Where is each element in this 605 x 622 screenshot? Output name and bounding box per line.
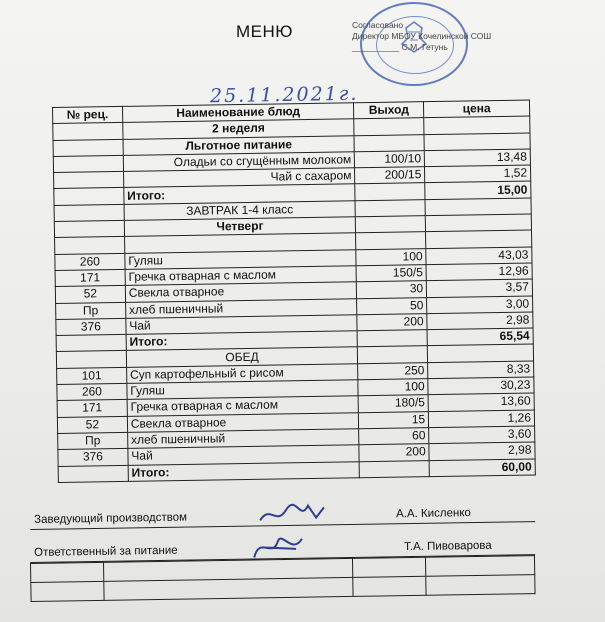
- recipe-number-cell: 171: [55, 269, 125, 286]
- recipe-number-cell: [54, 204, 124, 221]
- price-cell: 3,60: [429, 426, 535, 444]
- output-cell: 50: [357, 297, 427, 314]
- output-cell: 60: [359, 428, 429, 445]
- recipe-number-cell: [55, 237, 125, 254]
- dish-name-cell: Гречка отварная с маслом: [127, 396, 359, 416]
- price-cell: 1,26: [429, 410, 535, 428]
- responsible-name: Т.А. Пивоварова: [403, 539, 492, 554]
- dish-name-cell: ОБЕД: [126, 347, 358, 367]
- price-cell: [425, 198, 531, 216]
- output-cell: [354, 118, 424, 135]
- output-cell: [359, 460, 429, 477]
- recipe-number-cell: 376: [58, 449, 128, 466]
- recipe-number-cell: [58, 465, 128, 482]
- price-cell: [428, 344, 534, 362]
- recipe-number-cell: 101: [57, 367, 127, 384]
- recipe-number-cell: [54, 172, 124, 189]
- price-cell: 2,98: [427, 312, 533, 330]
- column-header-number: № рец.: [53, 106, 123, 123]
- price-cell: 1,52: [425, 165, 531, 183]
- recipe-number-cell: 171: [57, 400, 127, 417]
- approval-line: Директор МБОУ Кочелинской СОШ: [352, 31, 492, 41]
- recipe-number-cell: [54, 220, 124, 237]
- price-cell: [424, 116, 530, 134]
- column-header-name: Наименование блюд: [122, 103, 354, 123]
- output-cell: 30: [357, 281, 427, 298]
- price-cell: 13,48: [424, 149, 530, 167]
- recipe-number-cell: Пр: [58, 432, 128, 449]
- recipe-number-cell: [53, 155, 123, 172]
- price-cell: 3,57: [427, 279, 533, 297]
- dish-name-cell: Итого:: [124, 184, 356, 204]
- output-cell: 100: [358, 379, 428, 396]
- output-cell: [358, 346, 428, 363]
- price-cell: 65,54: [427, 328, 533, 346]
- price-cell: 15,00: [425, 181, 531, 199]
- manager-signature-block: [30, 504, 535, 530]
- recipe-number-cell: 376: [56, 318, 126, 335]
- output-cell: [356, 232, 426, 249]
- dish-name-cell: Итого:: [126, 331, 358, 351]
- output-cell: 200/15: [355, 167, 425, 184]
- menu-table: [52, 99, 536, 482]
- output-cell: [355, 183, 425, 200]
- dish-name-cell: Итого:: [128, 461, 360, 481]
- dish-name-cell: Льготное питание: [123, 135, 355, 155]
- output-cell: 180/5: [358, 395, 428, 412]
- output-cell: 250: [358, 362, 428, 379]
- output-cell: [356, 216, 426, 233]
- dish-name-cell: Свекла отварное: [127, 412, 359, 432]
- price-cell: 8,33: [428, 361, 534, 379]
- column-header-output: Выход: [354, 102, 424, 119]
- recipe-number-cell: 260: [57, 383, 127, 400]
- price-cell: 2,98: [429, 442, 535, 460]
- price-cell: 3,00: [427, 296, 533, 314]
- dish-name-cell: ЗАВТРАК 1-4 класс: [124, 201, 356, 221]
- recipe-number-cell: [54, 188, 124, 205]
- price-cell: 43,03: [426, 247, 532, 265]
- dish-name-cell: Гуляш: [125, 249, 357, 269]
- manager-label: Заведующий производством: [34, 511, 188, 526]
- dish-name-cell: Чай: [128, 445, 360, 465]
- recipe-number-cell: [56, 351, 126, 368]
- output-cell: [355, 199, 425, 216]
- dish-name-cell: Суп картофельный с рисом: [126, 363, 358, 383]
- dish-name-cell: Чай: [126, 315, 358, 335]
- recipe-number-cell: [53, 139, 123, 156]
- output-cell: 15: [359, 411, 429, 428]
- dish-name-cell: Чай с сахаром: [123, 168, 355, 188]
- output-cell: 200: [357, 313, 427, 330]
- recipe-number-cell: [53, 123, 123, 140]
- output-cell: 100/10: [355, 151, 425, 168]
- price-cell: [426, 230, 532, 248]
- recipe-number-cell: 260: [55, 253, 125, 270]
- blank-rows: [30, 555, 536, 602]
- price-cell: [424, 133, 530, 151]
- price-cell: 30,23: [428, 377, 534, 395]
- dish-name-cell: 2 неделя: [123, 119, 355, 139]
- price-cell: 12,96: [426, 263, 532, 281]
- dish-name-cell: хлеб пшеничный: [127, 429, 359, 449]
- dish-name-cell: Гречка отварная с маслом: [125, 266, 357, 286]
- output-cell: 200: [359, 444, 429, 461]
- handwritten-signature: [256, 499, 326, 528]
- price-cell: [425, 214, 531, 232]
- dish-name-cell: Гуляш: [127, 380, 359, 400]
- output-cell: [354, 134, 424, 151]
- manager-name: А.А. Кисленко: [395, 507, 471, 521]
- output-cell: [357, 330, 427, 347]
- column-header-price: цена: [424, 100, 530, 118]
- output-cell: 100: [356, 248, 426, 265]
- dish-name-cell: Свекла отварное: [125, 282, 357, 302]
- recipe-number-cell: Пр: [56, 302, 126, 319]
- handwritten-date: 25.11.2021г.: [209, 82, 359, 108]
- dish-name-cell: Четверг: [124, 217, 356, 237]
- blank-table: [30, 555, 536, 602]
- recipe-number-cell: 52: [57, 416, 127, 433]
- recipe-number-cell: 52: [55, 286, 125, 303]
- price-cell: 60,00: [429, 458, 535, 476]
- document-title: МЕНЮ: [236, 22, 293, 41]
- recipe-number-cell: [56, 335, 126, 352]
- dish-name-cell: Оладьи со сгущённым молоком: [123, 152, 355, 172]
- output-cell: 150/5: [356, 265, 426, 282]
- approval-line: __________ С.М. Гетунь: [352, 42, 448, 52]
- dish-name-cell: хлеб пшеничный: [125, 298, 357, 318]
- responsible-label: Ответственный за питание: [34, 544, 178, 559]
- approval-line: Согласовано: [352, 20, 404, 30]
- price-cell: 13,60: [428, 393, 534, 411]
- approval-block: [352, 20, 491, 53]
